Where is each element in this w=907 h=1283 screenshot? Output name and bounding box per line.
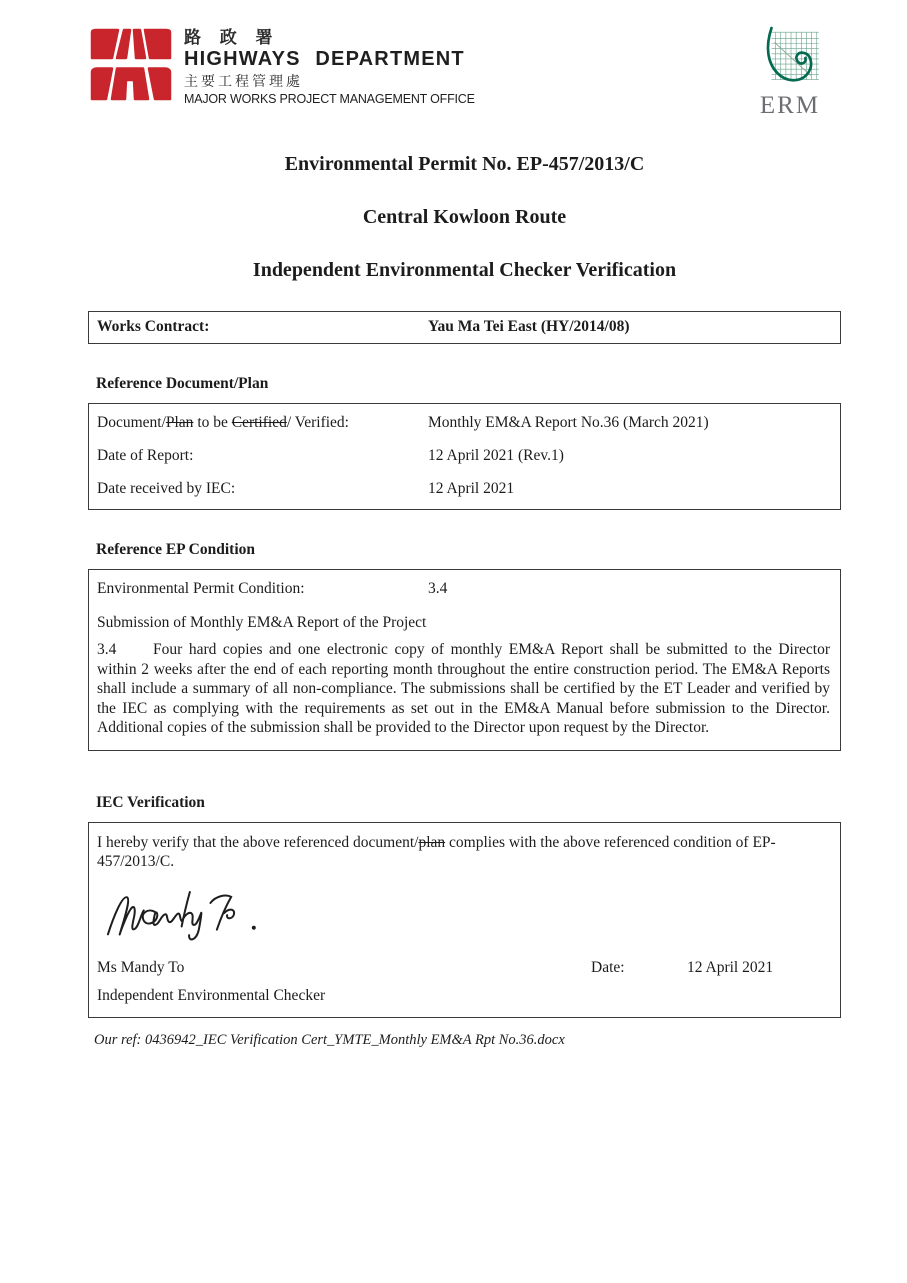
- report-date-label: Date of Report:: [97, 447, 194, 464]
- statement-strikethrough-plan: plan: [418, 833, 446, 851]
- ep-condition-clause: [97, 640, 832, 738]
- permit-number-title: Environmental Permit No. EP-457/2013/C: [284, 153, 645, 175]
- works-contract-label: Works Contract:: [97, 318, 210, 335]
- signer-title: Independent Environmental Checker: [97, 986, 326, 1004]
- ref-doc-table: [88, 403, 841, 510]
- office-name-chinese: 主要工程管理處: [184, 73, 303, 89]
- iec-verification-heading: IEC Verification: [96, 793, 205, 811]
- ref-doc-document-label: [97, 413, 428, 432]
- ep-condition-label: Environmental Permit Condition:: [97, 580, 305, 597]
- works-contract-value: Yau Ma Tei East (HY/2014/08): [428, 318, 630, 335]
- department-text-block: [184, 26, 475, 107]
- ref-doc-row-received-date: [97, 479, 832, 498]
- signer-date-row: [97, 958, 830, 977]
- ref-doc-row-report-date: [97, 446, 832, 465]
- statement-part: complies with the above referenced condition of EP-457/2013/C.: [97, 833, 776, 870]
- ep-condition-content: [89, 570, 840, 750]
- clause-number: 3.4: [97, 641, 117, 658]
- date-value: 12 April 2021: [687, 958, 774, 976]
- iec-statement: [97, 833, 830, 872]
- works-contract-table: [88, 311, 841, 344]
- date-label: Date:: [591, 958, 625, 976]
- signer-name: Ms Mandy To: [97, 958, 185, 976]
- our-ref-line: Our ref: 0436942_IEC Verification Cert_YMTE_Monthly EM&A Rpt No.36.docx: [94, 1031, 565, 1048]
- erm-fern-icon: [757, 26, 823, 96]
- erm-wordmark: ERM: [759, 92, 821, 119]
- dept-name-chinese: 路 政 署: [184, 28, 280, 47]
- label-part: Document/: [97, 414, 166, 431]
- ref-doc-row-document: [97, 413, 832, 432]
- report-date-value: 12 April 2021 (Rev.1): [428, 447, 564, 464]
- ep-condition-table: [88, 569, 841, 751]
- statement-part: I hereby verify that the above referenced document/: [97, 833, 419, 851]
- iec-verification-content: [89, 823, 840, 1017]
- ep-condition-row: [97, 579, 832, 598]
- label-part: / Verified:: [286, 414, 349, 431]
- label-strikethrough-certified: Certified: [231, 414, 287, 431]
- highways-department-block: [88, 26, 475, 107]
- ref-doc-document-value: Monthly EM&A Report No.36 (March 2021): [428, 414, 709, 431]
- label-strikethrough-plan: Plan: [165, 414, 194, 431]
- erm-logo: [757, 26, 823, 118]
- ep-condition-subtitle: Submission of Monthly EM&A Report of the Project: [97, 614, 427, 631]
- signature: [103, 884, 830, 944]
- ep-condition-value: 3.4: [428, 580, 448, 597]
- ref-doc-heading: Reference Document/Plan: [96, 375, 269, 392]
- clause-text: Four hard copies and one electronic copy of monthly EM&A Report shall be submitted to the Director within 2 weeks after the end of each reporting month throughout the entire construction period. The EM&A Reports shall include a summary of all non-compliance. The submissions shall be certified by the ET Leader and verified by the IEC as complying with the requirements as set out in the EM&A Manual before submission to the Director. Additional copies of the submission shall be provided to the Director upon request by the Director.: [97, 641, 830, 736]
- signature-icon: [102, 879, 280, 948]
- dept-name-english: HIGHWAYS DEPARTMENT: [184, 48, 465, 70]
- received-date-label: Date received by IEC:: [97, 480, 236, 497]
- ep-condition-heading: Reference EP Condition: [96, 541, 256, 558]
- iec-verification-box: [88, 822, 841, 1018]
- works-contract-row: [97, 317, 832, 336]
- label-part: to be: [193, 414, 232, 431]
- highways-department-logo-icon: [88, 26, 172, 102]
- project-title: Central Kowloon Route: [362, 206, 567, 228]
- document-header: [88, 26, 841, 118]
- received-date-value: 12 April 2021: [428, 480, 515, 497]
- office-name-english: MAJOR WORKS PROJECT MANAGEMENT OFFICE: [184, 92, 475, 106]
- document-type-title: Independent Environmental Checker Verification: [252, 259, 677, 281]
